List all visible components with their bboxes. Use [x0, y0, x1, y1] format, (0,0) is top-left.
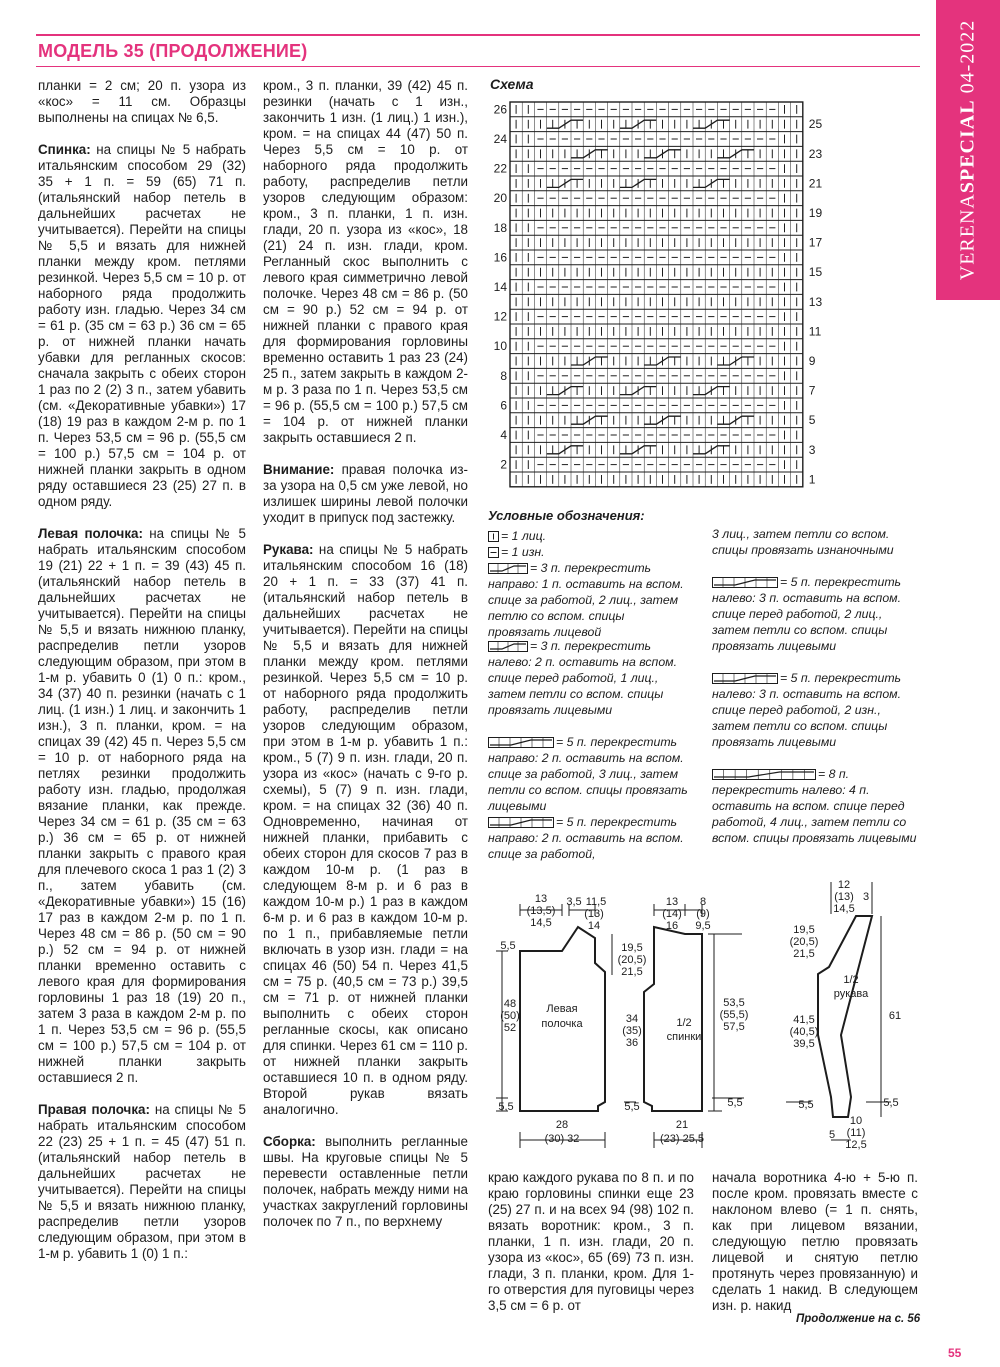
left-front-top: (13) [584, 908, 604, 920]
left-front-height: (50) [500, 1010, 520, 1022]
legend-text: = 5 п. перекрестить налево: 3 п. оставить на вспом. спице перед работой, 2 изн., затем петли со вспом. спицы провязать лицевыми [712, 671, 902, 749]
sleeve-bottom: 10 [849, 1115, 863, 1127]
row-number-left: 12 [493, 309, 507, 324]
row-number-left: 20 [493, 191, 507, 206]
cross-8-left-icon [712, 769, 816, 780]
row-number-left: 26 [493, 102, 507, 117]
left-front-side: (20,5) [617, 954, 647, 966]
page-title: МОДЕЛЬ 35 (ПРОДОЛЖЕНИЕ) [38, 41, 308, 61]
back-outline [644, 927, 702, 1111]
back-height: 34 [625, 1013, 639, 1025]
paragraph-attention [263, 462, 468, 526]
back-bottom: 21 [675, 1119, 689, 1131]
section-text: на спицы № 5 набрать итальянским способом 16 (18) 20 + 1 п. = 33 (37) 41 п. (итальянский набор петель в дальнейших расчетах не учитывается). Перейти на спицы № 5,5 и вязать для нижней планки между кром. петлями резинкой. Через 5,5 см = 10 р. от наборного ряда продолжить работу, распределив петли узоров следующим образом, при этом в 1-м р. убавить 1 п.: кром., 5 (7) 9 п. изн. глади, 20 п. узора из «кос» (начать с 9-го р. схемы), 5 (7) 9 п. изн. глади, кром. = на спицах 32 (36) 40 п. Одновременно, начиная от нижней планки, прибавить с обеих сторон для скосов 7 раз в каждом 10-м р. (1 раз в следующем 8-м р. и 6 раз в каждом 10-м р.) 1 раз в каждом 6-м р. и 6 раз в каждом 10-м р. по 1 п., прибавляемые петли включать в узор изн. глади = на спицах 46 (50) 54 п. Через 41,5 см = 75 р. (40,5 см = 73 р.) 39,5 см = 71 р. от нижней планки выполнить с обеих сторон регланные скосы, как описано для спинки. Через 61 см = 110 р. от нижней планки закрыть оставшиеся 10 п. в одном ряду. Второй рукав вязать аналогично. [263, 542, 468, 1117]
header-rule-bottom [36, 66, 920, 67]
continued-note: Продолжение на с. 56 [796, 1313, 921, 1325]
sleeve-raglan: 21,5 [793, 948, 815, 960]
row-number-right: 23 [808, 146, 823, 161]
legend-item [488, 814, 688, 862]
cross-5-right-icon [488, 737, 554, 748]
row-number-right: 15 [808, 265, 823, 280]
purl-stitch-icon [488, 547, 499, 558]
sleeve-bottom: 5 [828, 1129, 836, 1141]
sleeve-hem: 5,5 [798, 1099, 814, 1111]
back-total: 53,5 [723, 997, 745, 1009]
left-front-top: 11,5 [585, 896, 607, 908]
back-top: (14) [662, 908, 682, 920]
left-front-hem: 5,5 [498, 1101, 514, 1113]
paragraph: кром., 3 п. планки, 39 (42) 45 п. резинки (начать с 1 изн., закончить 1 изн. (1 лиц.) 1 изн.), кром. = на спицах 44 (47) 50 п. Через 5,5 см = 10 р. от наборного ряда продолжить работу, распределив петли узоров следующим образом: кром., 3 п. планки, 1 п. изн. глади, 20 п. узора из «кос», 18 (21) 24 п. изн. глади, кром. Регланный скос выполнить с левого края симметрично левой полочке. Через 48 см = 86 р. (50 см = 90 р.) 52 см = 94 р. от нижней планки с правого края для формирования горловины временно оставить 1 раз 23 (24) 25 п., затем закрыть в каждом 2-м р. 3 раза по 1 п. Через 53,5 см = 96 р. (55,5 см = 100 р.) 57,5 см = 104 р. от нижней планки закрыть оставшиеся 2 п. [263, 78, 468, 445]
left-front-label: полочка [541, 1018, 583, 1030]
row-number-left: 18 [493, 220, 507, 235]
row-number-left: 8 [500, 368, 507, 383]
sleeve-side: 41,5 [793, 1014, 815, 1026]
sleeve-side: (40,5) [789, 1026, 819, 1038]
back-label: спинки [666, 1031, 702, 1043]
left-front-side: 19,5 [621, 942, 643, 954]
header-rule-top [36, 34, 920, 36]
row-number-right: 1 [808, 472, 816, 487]
legend-text: = 1 изн. [501, 545, 545, 559]
row-number-left: 2 [500, 457, 507, 472]
sleeve-side: 39,5 [793, 1038, 815, 1050]
row-number-right: 11 [808, 324, 822, 339]
section-heading: Рукава: [263, 542, 314, 557]
section-text: выполнить регланные швы. На круговые спицы № 5 перевести оставленные петли полочек, набрать между ними на участках закруглений горловины полочек по 7 п., по верхнему [263, 1134, 468, 1229]
chart-grid [510, 102, 803, 487]
legend-item [712, 526, 918, 558]
magazine-side-tab [936, 0, 1000, 300]
sleeve-bottom: 12,5 [845, 1139, 867, 1151]
row-number-right: 5 [808, 413, 816, 428]
left-front-bottom: 28 [555, 1119, 569, 1131]
row-number-right: 19 [808, 206, 823, 220]
legend-item [488, 734, 688, 814]
legend-text: = 3 п. перекрестить направо: 1 п. оставить на вспом. спице за работой, 2 лиц., затем петлю со вспом. спицы провязать лицевой [488, 561, 684, 639]
legend-item [488, 560, 688, 640]
paragraph-sleeves [263, 542, 468, 1118]
knit-stitch-icon [488, 531, 499, 542]
paragraph-assembly [263, 1134, 468, 1230]
magazine-brand [957, 20, 980, 280]
back-hem-right: 5,5 [727, 1097, 743, 1109]
legend-text: = 3 п. перекрестить налево: 2 п. оставить на вспом. спице перед работой, 1 лиц., затем петли со вспом. спицы провязать лицевыми [488, 639, 678, 717]
row-number-left: 16 [493, 250, 507, 265]
left-front-side: 21,5 [621, 966, 643, 978]
knitting-chart [486, 96, 831, 496]
section-text: правая полочка из-за узора на 0,5 см уже левой, но излишек ширины левой полочки уходит в припуск под застежку. [263, 462, 468, 525]
section-heading: Правая полочка: [38, 1102, 150, 1117]
cross-3-left-icon [488, 641, 528, 652]
sleeve-label: рукава [833, 988, 869, 1000]
sleeve-pattern [818, 916, 872, 1117]
left-front-neck: 5,5 [500, 940, 516, 952]
back-top: 13 [665, 896, 679, 908]
brand-issue: 04-2022 [956, 19, 979, 100]
text-column-3 [488, 1170, 694, 1314]
row-number-right: 9 [808, 354, 816, 368]
legend-item [712, 574, 918, 654]
section-heading: Сборка: [263, 1134, 316, 1149]
brand-name: VERENA [956, 193, 979, 281]
left-front-label: Левая [546, 1003, 578, 1015]
legend-text: = 5 п. перекрестить направо: 2 п. оставить на вспом. спице за работой, [488, 815, 684, 861]
row-number-left: 24 [493, 132, 507, 146]
back-total: 57,5 [723, 1021, 745, 1033]
legend-item [488, 638, 688, 718]
sleeve-bottom: (11) [846, 1127, 866, 1139]
row-number-right: 17 [808, 235, 823, 250]
legend-item [712, 670, 918, 750]
legend-text: = 5 п. перекрестить направо: 2 п. оставить на вспом. спице за работой, 3 лиц., затем петли со вспом. спицы провязать лицевыми [488, 735, 688, 813]
sleeve-raglan: 19,5 [793, 924, 815, 936]
row-number-right: 7 [808, 383, 816, 398]
section-text: на спицы № 5 набрать итальянским способом 22 (23) 25 + 1 п. = 45 (47) 51 п. (итальянский набор петель в дальнейших расчетах не учитывается). Перейти на спицы № 5,5 и вязать нижнюю планку, распределив петли узоров следующим образом, при этом в 1-м р. убавить 1 (0) 1 п.: [38, 1102, 247, 1261]
back-top: 9,5 [695, 920, 711, 932]
row-number-left: 4 [500, 428, 507, 442]
legend-text: 3 лиц., затем петли со вспом. спицы провязать изнаночными [712, 527, 894, 557]
back-pattern [644, 927, 702, 1111]
page-number: 55 [948, 1346, 962, 1360]
sleeve-top: (13) [834, 891, 854, 903]
pattern-diagrams [486, 872, 926, 1157]
left-front-bottom: (30) 32 [544, 1133, 580, 1145]
paragraph: краю каждого рукава по 8 п. и по краю горловины спинки еще 23 (25) 27 п. и на всех 94 (98) 102 п. вязать воротник: кром., 3 п. планки, 1 п. изн. глади, 20 п. узора из «кос», 65 (69) 73 п. изн. глади, 3 п. планки, кром. Для 1-го отверстия для пуговицы через 3,5 см = 6 р. от [488, 1170, 694, 1313]
sleeve-outline [818, 916, 872, 1117]
row-number-right: 13 [808, 294, 823, 309]
brand-special: SPECIAL [956, 99, 979, 194]
left-front-height: 52 [503, 1022, 517, 1034]
cross-5-right-purl-icon [488, 817, 554, 828]
back-height: 36 [625, 1037, 639, 1049]
row-number-left: 14 [493, 280, 507, 294]
back-bottom: (23) 25,5 [659, 1133, 705, 1145]
row-number-left: 10 [493, 339, 507, 354]
row-number-left: 6 [500, 398, 507, 413]
text-column-4 [712, 1170, 918, 1314]
text-column-2 [263, 78, 468, 1230]
back-total: (55,5) [719, 1009, 749, 1021]
legend-item [712, 766, 918, 846]
legend-text: = 1 лиц. [501, 529, 547, 543]
back-hem: 5,5 [624, 1101, 640, 1113]
legend-item [488, 528, 688, 544]
sleeve-top: 3 [862, 891, 870, 903]
back-top: 8 [699, 896, 707, 908]
section-heading: Спинка: [38, 142, 91, 157]
sleeve-length: 61 [888, 1010, 902, 1022]
section-text: на спицы № 5 набрать итальянским способом 19 (21) 22 + 1 п. = 39 (43) 45 п. (итальянский набор петель в дальнейших расчетах не учитывается). Перейти на спицы № 5,5 и вязать нижнюю планку, распределив петли узоров следующим образом, при этом в 1-м р. убавить 0 (1) 0 п.: кром., 34 (37) 40 п. резинки (начать с 1 лиц. (1 изн.) 1 лиц. и закончить 1 изн.), 3 п. планки, кром. = на спицах 39 (42) 45 п. Через 5,5 см = 10 р. от наборного ряда на петлях резинки продолжить работу изн. гладью, продолжая вязание планки, как прежде. Через 34 см = 61 р. (35 см = 63 р.) 36 см = 65 р. от нижней планки закрыть с правого края для плечевого скоса 1 раз 1 (2) 3 п., затем убавить (см. «Декоративные убавки») 15 (16) 17 раз в каждом 2-м р. по 1 п. Через 48 см = 86 р. (50 см = 90 р.) 52 см = 94 р. от нижней планки временно оставить с левого края для формирования горловины 1 раз 18 (19) 20 п., затем 3 раза в каждом 2-м р. по 1 п. Через 53,5 см = 96 р. (55,5 см = 100 р.) 57,5 см = 104 р. от нижней планки закрыть оставшиеся 2 п. [38, 526, 246, 1085]
row-number-right: 21 [808, 176, 823, 191]
back-top: (9) [696, 908, 710, 920]
section-text: на спицы № 5 набрать итальянским способом 29 (32) 35 + 1 п. = 59 (65) 71 п. (итальянский набор петель в дальнейших расчетах не учитывается). Перейти на спицы № 5,5 и вязать для нижней планки между кром. петлями резинкой. Через 5,5 см = 10 р. от наборного ряда продолжить работу изн. гладью. Через 34 см = 61 р. (35 см = 63 р.) 36 см = 65 р. от нижней планки начать убавки для регланных скосов: сначала закрыть с обеих сторон 1 раз по 2 (2) 3 п., затем убавить (см. «Декоративные убавки») 17 (18) 19 раз в каждом 2-м р. по 1 п. Через 53,5 см = 96 р. (55,5 см = 100 р.) 57,5 см = 104 р. от нижней планки закрыть в одном ряду оставшиеся 23 (25) 27 п. в одном ряду. [38, 142, 246, 509]
sleeve-hem-right: 5,5 [883, 1097, 899, 1109]
legend-text: = 5 п. перекрестить налево: 3 п. оставить на вспом. спице перед работой, 2 лиц., затем петли со вспом. спицы провязать лицевыми [712, 575, 902, 653]
chart-right-row-numbers [809, 117, 823, 486]
section-heading: Левая полочка: [38, 526, 143, 541]
left-front-top: 14 [587, 920, 601, 932]
paragraph-left-front [38, 526, 246, 1086]
page-header [36, 34, 920, 70]
back-top: 16 [665, 920, 679, 932]
left-front-top: 3,5 [566, 896, 582, 908]
chart-left-row-numbers [494, 102, 508, 471]
row-number-right: 25 [808, 117, 823, 132]
text-column-1 [38, 78, 246, 1262]
left-front-top: 13 [534, 893, 548, 905]
paragraph-right-front [38, 1102, 246, 1262]
paragraph-back [38, 142, 246, 510]
row-number-left: 22 [493, 161, 507, 176]
cross-3-right-icon [488, 563, 528, 574]
cross-5-left-purl-icon [712, 673, 778, 684]
left-front-top: (13,5) [526, 905, 556, 917]
left-front-height: 48 [503, 998, 517, 1010]
back-label: 1/2 [676, 1017, 692, 1029]
row-number-right: 3 [808, 442, 816, 457]
left-front-top: 14,5 [530, 917, 552, 929]
cross-5-left-icon [712, 577, 778, 588]
sleeve-top: 12 [837, 879, 851, 891]
paragraph: планки = 2 см; 20 п. узора из «кос» = 11 см. Образцы выполнены на спицах № 6,5. [38, 78, 246, 125]
legend-item [488, 544, 688, 560]
sleeve-raglan: (20,5) [789, 936, 819, 948]
back-height: (35) [622, 1025, 642, 1037]
sleeve-top: 14,5 [833, 903, 855, 915]
scheme-title: Схема [490, 76, 534, 92]
legend-text: = 8 п. перекрестить налево: 4 п. оставить на вспом. спице перед работой, 4 лиц., затем петли со вспом. спицы провязать лицевыми [712, 767, 917, 845]
paragraph: начала воротника 4-ю + 5-ю п. после кром. провязать вместе с наклоном влево (= 1 п. снять, как при лицевом вязании, следующую петлю провязать лицевой и снятую петлю протянуть через провязанную) и сделать 1 накид. В следующем изн. р. накид [712, 1170, 918, 1313]
section-heading: Внимание: [263, 462, 335, 477]
legend-title: Условные обозначения: [488, 508, 645, 523]
sleeve-label: 1/2 [843, 974, 859, 986]
